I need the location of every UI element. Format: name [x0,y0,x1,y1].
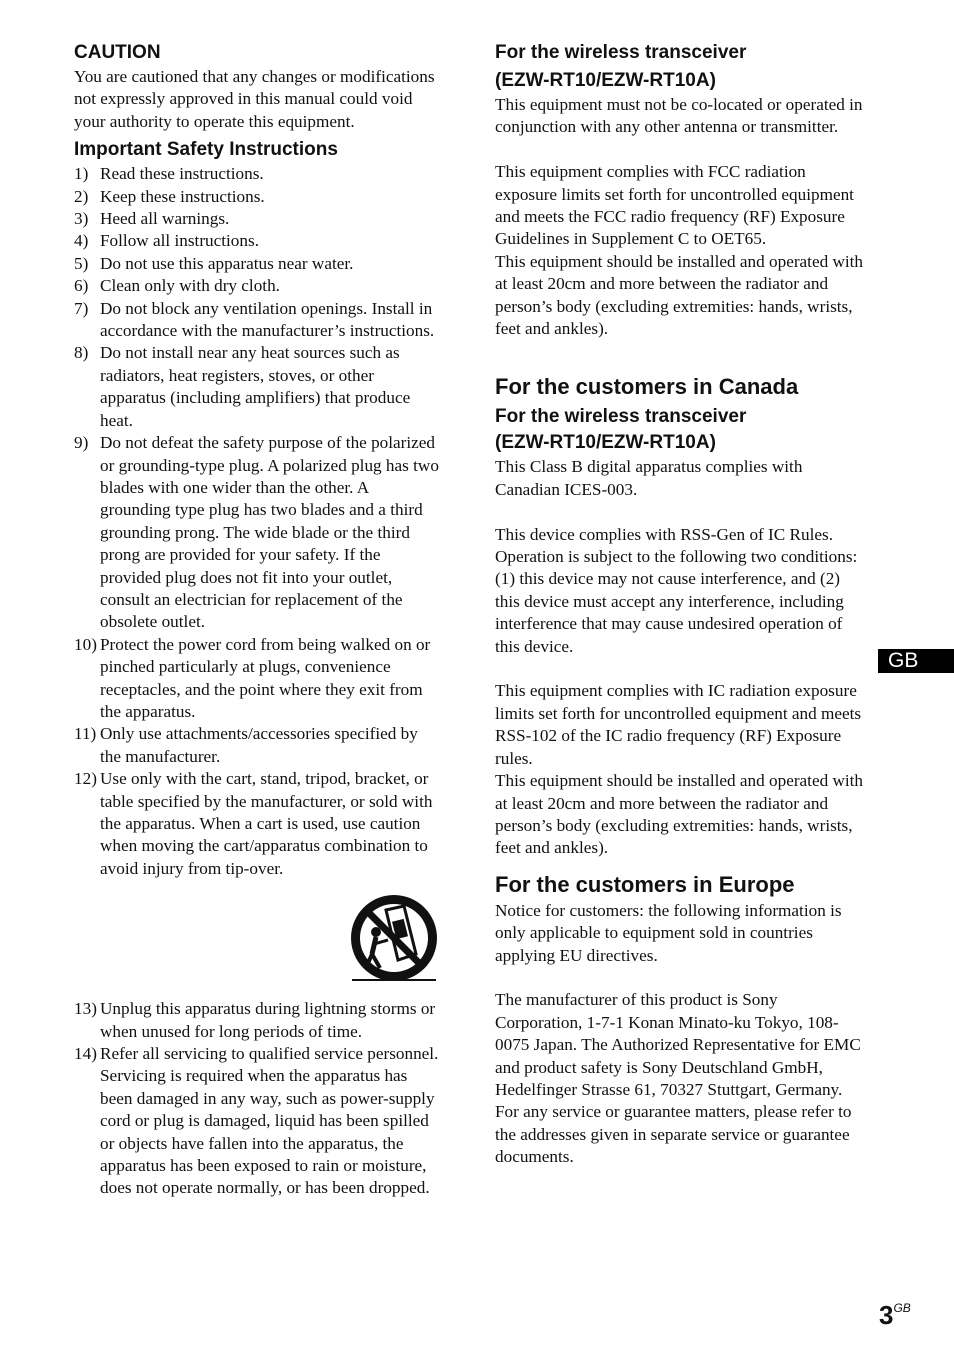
wireless-model: (EZW-RT10/EZW-RT10A) [495,70,716,91]
canada-paragraph: This Class B digital apparatus complies with Canadian ICES-003. [495,457,803,499]
list-item: 9) Do not defeat the safety purpose of the polarized or grounding-type plug. A polarized plug has two blades with one wider than the other. A grounding type plug has two blades and a third grounding prong. The wide blade or the third prong are provided for your safety. If the provided plug does not fit into your outlet, consult an electrician for replacement of the obsolete outlet. [74,433,439,632]
caution-text: You are cautioned that any changes or modifications not expressly approved in this manual could void your authority to operate this equipment. [74,67,435,131]
wireless-heading: For the wireless transceiver [495,42,747,63]
page-number-suffix: GB [893,1301,911,1315]
list-item: 14) Refer all servicing to qualified service personnel. Servicing is required when the apparatus has been damaged in any way, such as power-supply cord or plug is damaged, liquid has been spilled or objects have fallen into the apparatus, the apparatus has been exposed to rain or moisture, does not operate normally, or has been dropped. [74,1044,439,1198]
canada-heading: For the customers in Canada [495,374,799,400]
wireless-paragraph: This equipment complies with FCC radiation exposure limits set forth for uncontrolled equipment and meets the FCC radio frequency (RF) Exposure Guidelines in Supplement C to OET65. [495,162,854,249]
canada-paragraph: This device complies with RSS-Gen of IC Rules. Operation is subject to the following two conditions: (1) this device may not cause interference, and (2) this device must accept any interference, including interference that may cause undesired operation of this device. [495,524,858,656]
list-item: 6) Clean only with dry cloth. [74,276,280,296]
canada-subheading: For the wireless transceiver [495,406,747,428]
page-number-value: 3 [879,1300,894,1330]
europe-paragraph: The manufacturer of this product is Sony Corporation, 1-7-1 Konan Minato-ku Tokyo, 108-0075 Japan. The Authorized Representative for EMC and product safety is Sony Deutschland GmbH, Hedelfinger Strasse 61, 70327 Stuttgart, Germany. For any service or guarantee matters, please refer to the addresses given in separate service or guarantee documents. [495,990,861,1167]
cart-warning-figure [74,880,442,998]
wireless-paragraph: This equipment must not be co-located or operated in conjunction with any other antenna or transmitter. [495,95,863,137]
safety-list-continued [74,998,442,1200]
europe-heading: For the customers in Europe [495,871,795,897]
cart-tip-over-warning-icon [348,892,440,984]
page-number [879,1300,911,1331]
caution-heading: CAUTION [74,42,161,63]
right-column [495,40,867,1169]
list-item: 5) Do not use this apparatus near water. [74,253,354,273]
list-item: 3) Heed all warnings. [74,209,230,229]
list-item: 11) Only use attachments/accessories specified by the manufacturer. [74,724,418,766]
language-tab: GB [878,649,954,673]
list-item: 13) Unplug this apparatus during lightning storms or when unused for long periods of time. [74,999,436,1041]
left-column [74,40,442,1200]
list-item: 12) Use only with the cart, stand, tripod, bracket, or table specified by the manufacturer, or sold with the apparatus. When a cart is used, use caution when moving the cart/apparatus combination to avoid injury from tip-over. [74,769,433,878]
safety-list [74,163,442,880]
list-item: 10) Protect the power cord from being walked on or pinched particularly at plugs, convenience receptacles, and the point where they exit from the apparatus. [74,634,431,721]
list-item: 7) Do not block any ventilation openings. Install in accordance with the manufacturer’s instructions. [74,298,435,341]
wireless-paragraph: This equipment should be installed and operated with at least 20cm and more between the radiator and person’s body (excluding extremities: hands, wrists, feet and ankles). [495,251,864,339]
list-item: 8) Do not install near any heat sources such as radiators, heat registers, stoves, or other apparatus (including amplifiers) that produce heat. [74,343,411,430]
list-item: 4) Follow all instructions. [74,231,259,251]
canada-paragraph: This equipment complies with IC radiation exposure limits set forth for uncontrolled equipment and meets RSS-102 of the IC radio frequency (RF) Exposure rules. [495,681,862,768]
europe-paragraph: Notice for customers: the following information is only applicable to equipment sold in countries applying EU directives. [495,900,842,965]
canada-paragraph: This equipment should be installed and operated with at least 20cm and more between the radiator and person’s body (excluding extremities: hands, wrists, feet and ankles). [495,771,864,858]
list-item: 2) Keep these instructions. [74,186,265,206]
canada-model: (EZW-RT10/EZW-RT10A) [495,432,716,454]
safety-heading: Important Safety Instructions [74,139,338,161]
list-item: 1) Read these instructions. [74,164,264,184]
